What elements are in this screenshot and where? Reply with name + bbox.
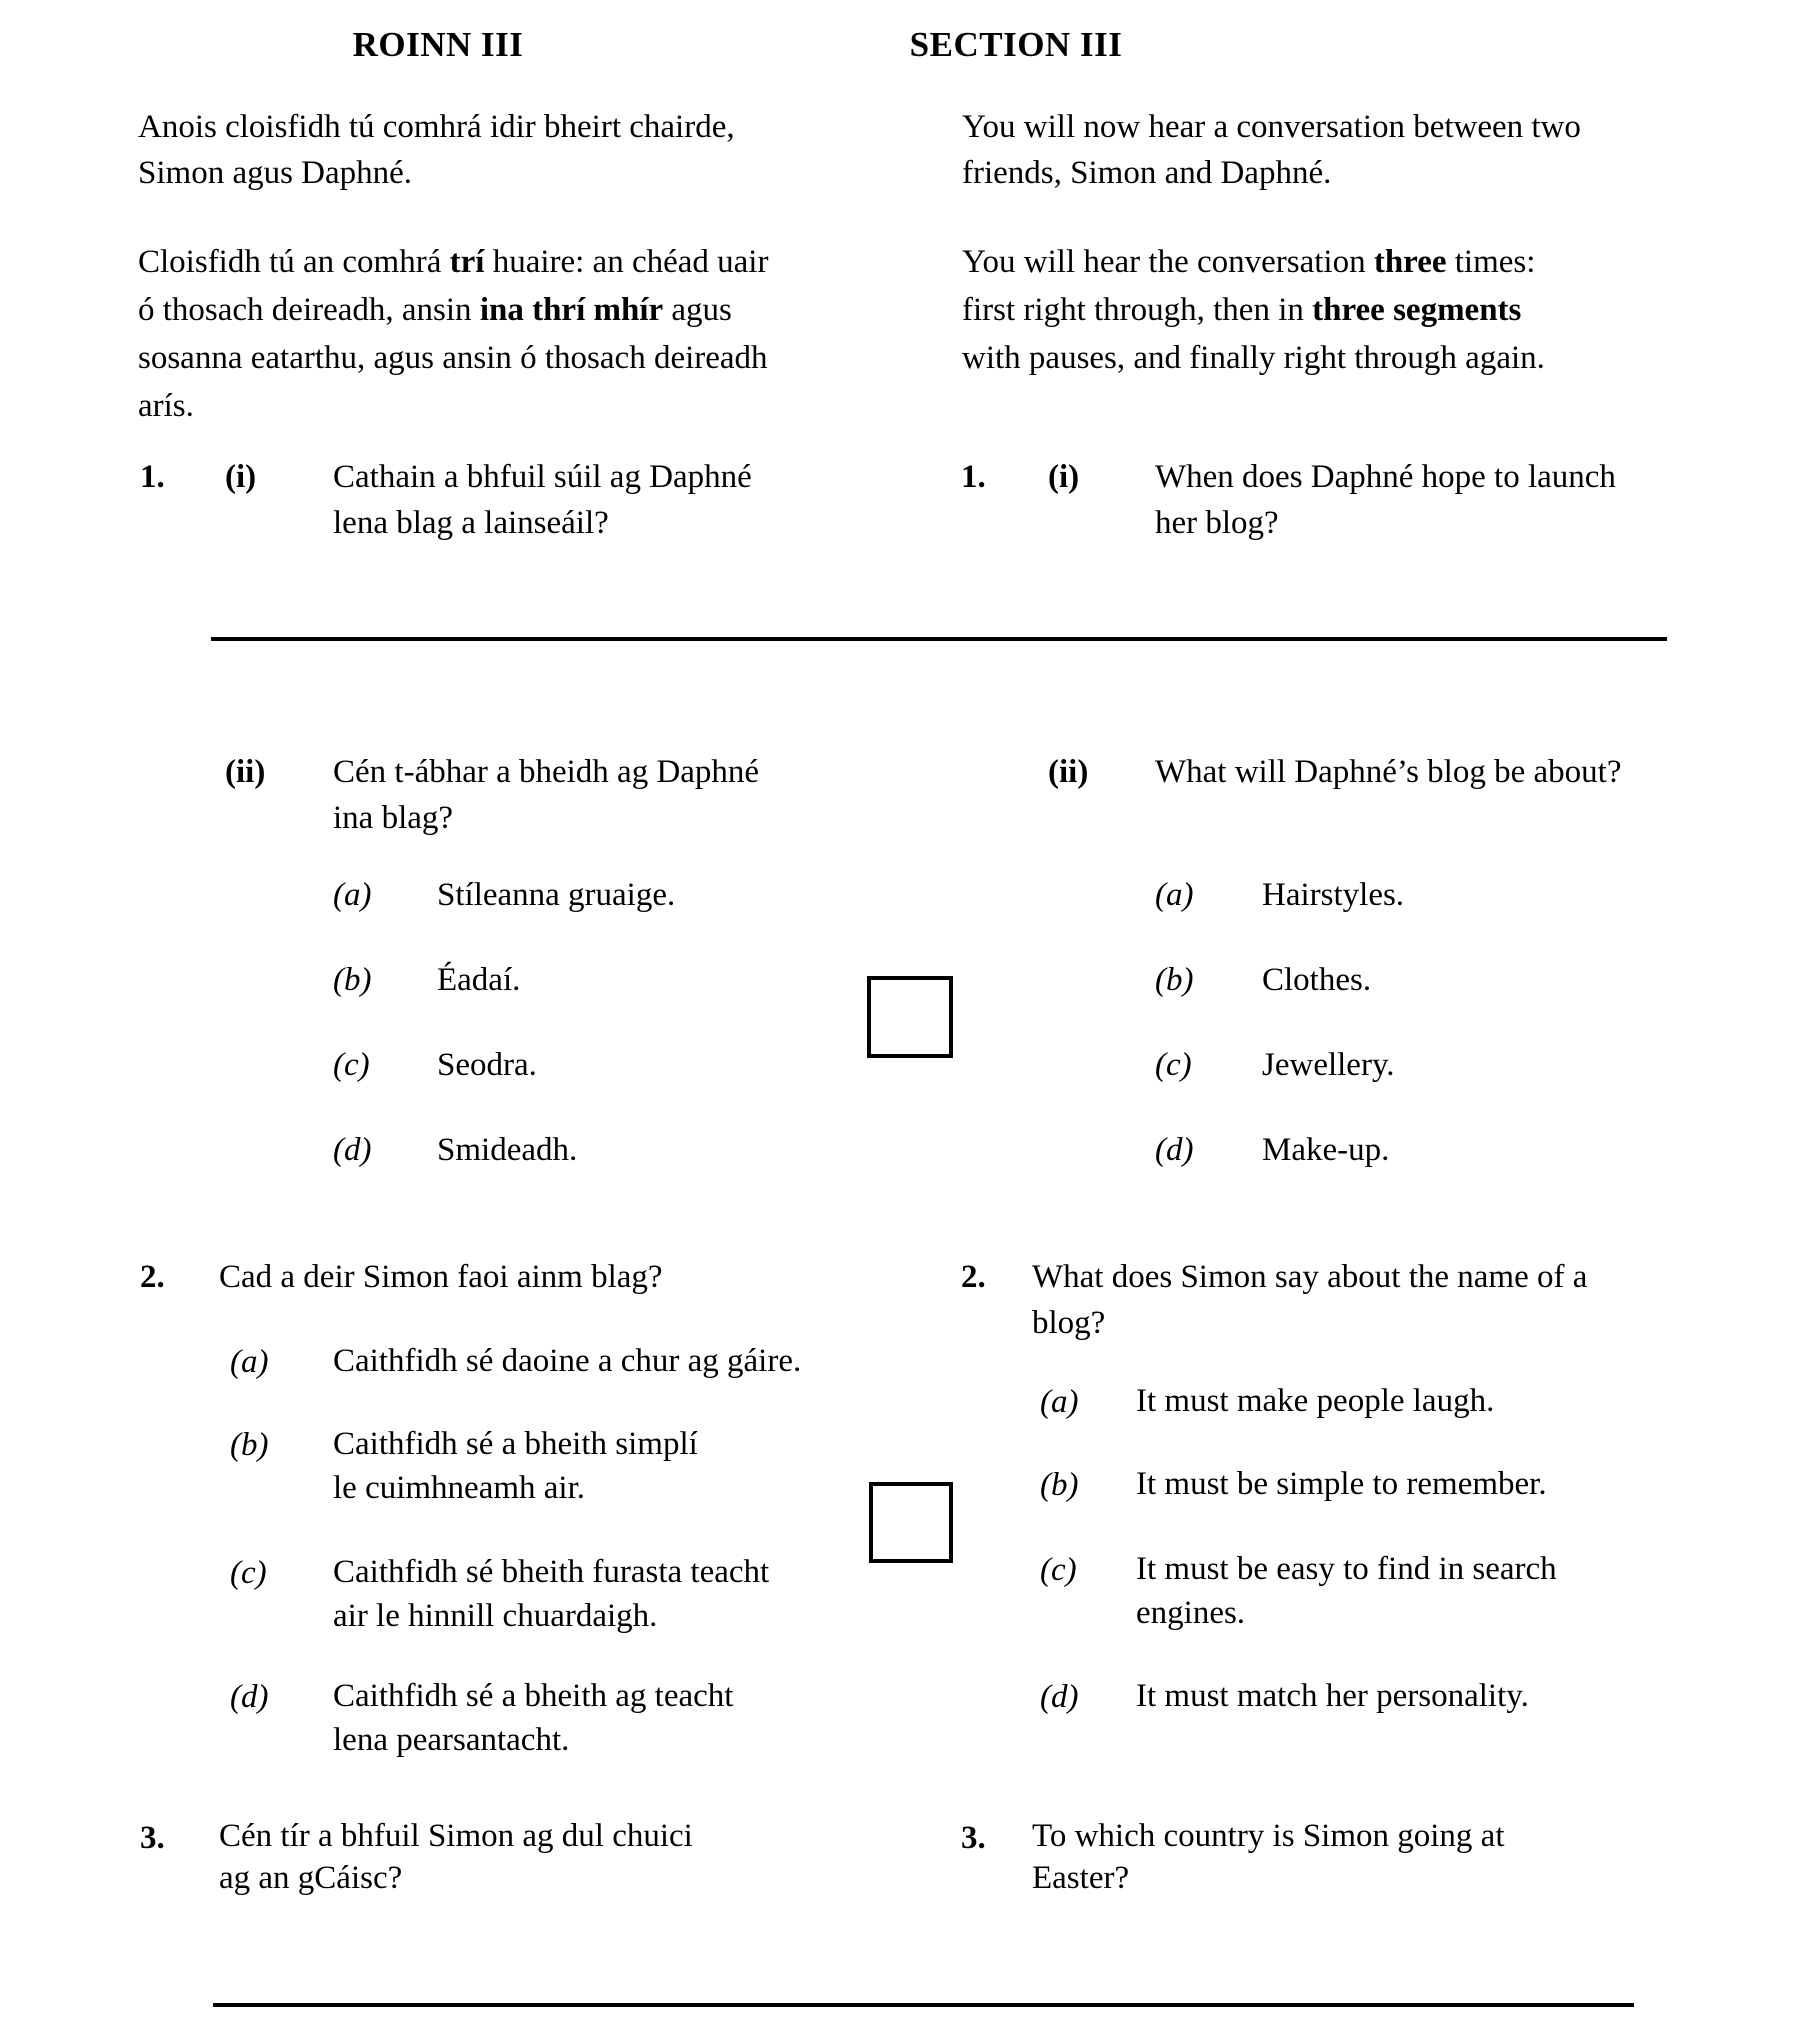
qii-left-option-b-text: Éadaí. (437, 962, 521, 998)
text-line: To which country is Simon going at (1032, 1818, 1505, 1854)
q2-left-option-a-letter: (a) (230, 1344, 269, 1380)
qii-right-option-d-letter: (d) (1155, 1132, 1194, 1168)
text-line: ina blag? (333, 800, 454, 836)
text-line (962, 334, 1545, 382)
text-segment: agus (663, 292, 732, 328)
qii-right-option-b-text: Clothes. (1262, 962, 1372, 998)
text-line: her blog? (1155, 505, 1279, 541)
right-column-header: SECTION III (909, 25, 1123, 64)
text-line (138, 238, 768, 286)
text-segment-bold: ina thrí mhír (479, 292, 664, 328)
qii-left-text (333, 749, 759, 841)
qii-left-option-b-letter: (b) (333, 962, 372, 998)
text-line: lena blag a lainseáil? (333, 505, 609, 541)
text-line: What will Daphné’s blog be about? (1155, 754, 1622, 790)
text-segment-bold: three segments (1312, 292, 1522, 328)
q2-right-option-b-letter: (b) (1040, 1467, 1079, 1503)
q3-right-text (1032, 1815, 1505, 1899)
text-segment-bold: trí (449, 244, 485, 280)
text-line: blog? (1032, 1305, 1106, 1341)
qii-left-option-c-text: Seodra. (437, 1047, 537, 1083)
text-line: Caithfidh sé a bheith ag teacht (333, 1678, 734, 1714)
text-line (962, 286, 1545, 334)
answer-checkbox-qii[interactable] (867, 976, 953, 1058)
text-line: Cathain a bhfuil súil ag Daphné (333, 459, 752, 495)
q2-right-text (1032, 1254, 1587, 1346)
text-line: Anois cloisfidh tú comhrá idir bheirt chairde, (138, 109, 735, 145)
q2-left-option-c-letter: (c) (230, 1555, 267, 1591)
text-segment: You will hear the conversation (962, 244, 1374, 280)
text-line: It must be simple to remember. (1136, 1466, 1547, 1502)
qii-right-option-c-letter: (c) (1155, 1047, 1192, 1083)
q1-left-text (333, 454, 752, 546)
q2-left-option-b-text (333, 1422, 698, 1510)
text-line: When does Daphné hope to launch (1155, 459, 1616, 495)
q2-right-option-c-text (1136, 1547, 1557, 1635)
q2-left-option-b-letter: (b) (230, 1427, 269, 1463)
qii-right-option-b-letter: (b) (1155, 962, 1194, 998)
text-line: Cén t-ábhar a bheidh ag Daphné (333, 754, 760, 790)
q1-left-roman-i: (i) (225, 459, 257, 495)
text-line: It must be easy to find in search (1136, 1551, 1557, 1587)
q3-right-number: 3. (961, 1820, 986, 1856)
left-column-header: ROINN III (352, 25, 524, 64)
qii-left-option-d-text: Smideadh. (437, 1132, 578, 1168)
q2-left-number: 2. (140, 1259, 165, 1295)
q2-right-option-a-text (1136, 1379, 1494, 1423)
q2-left-text (219, 1254, 663, 1300)
text-segment: Cloisfidh tú an comhrá (138, 244, 450, 280)
left-intro-paragraph-2 (138, 238, 768, 430)
q1-right-roman-i: (i) (1048, 459, 1080, 495)
text-line: Caithfidh sé bheith furasta teacht (333, 1554, 770, 1590)
text-line: Simon agus Daphné. (138, 155, 413, 191)
qii-left-option-c-letter: (c) (333, 1047, 370, 1083)
q1-left-number: 1. (140, 459, 165, 495)
text-line: You will now hear a conversation between two (962, 109, 1581, 145)
right-intro-paragraph-2 (962, 238, 1545, 382)
text-line: air le hinnill chuardaigh. (333, 1598, 658, 1634)
text-line: engines. (1136, 1595, 1246, 1631)
answer-checkbox-q2[interactable] (869, 1482, 953, 1563)
text-line (138, 334, 768, 382)
q2-right-option-d-letter: (d) (1040, 1679, 1079, 1715)
text-segment: huaire: an chéad uair (484, 244, 769, 280)
text-segment: ó thosach deireadh, ansin (138, 292, 480, 328)
qii-left-roman: (ii) (225, 754, 266, 790)
text-line: Caithfidh sé a bheith simplí (333, 1426, 698, 1462)
qii-right-option-c-text: Jewellery. (1262, 1047, 1395, 1083)
text-line: It must make people laugh. (1136, 1383, 1495, 1419)
text-line: Caithfidh sé daoine a chur ag gáire. (333, 1343, 802, 1379)
qii-right-option-a-text: Hairstyles. (1262, 877, 1405, 913)
q2-right-option-a-letter: (a) (1040, 1384, 1079, 1420)
text-line (138, 286, 768, 334)
q2-left-option-a-text (333, 1339, 801, 1383)
text-line: le cuimhneamh air. (333, 1470, 585, 1506)
text-segment-bold: three (1373, 244, 1447, 280)
text-line (962, 238, 1545, 286)
text-segment: times: (1446, 244, 1536, 280)
text-segment: sosanna eatarthu, agus ansin ó thosach deireadh (138, 340, 768, 376)
text-segment: with pauses, and finally right through again. (962, 340, 1545, 376)
text-line: lena pearsantacht. (333, 1722, 570, 1758)
text-line: friends, Simon and Daphné. (962, 155, 1332, 191)
text-line: What does Simon say about the name of a (1032, 1259, 1588, 1295)
text-segment: arís. (138, 388, 194, 424)
q1-right-text (1155, 454, 1616, 546)
text-line: Cad a deir Simon faoi ainm blag? (219, 1259, 663, 1295)
qii-left-option-a-text: Stíleanna gruaige. (437, 877, 676, 913)
q2-right-option-d-text (1136, 1674, 1529, 1718)
text-line (138, 382, 768, 430)
q2-right-option-c-letter: (c) (1040, 1552, 1077, 1588)
text-line: It must match her personality. (1136, 1678, 1529, 1714)
qii-right-option-d-text: Make-up. (1262, 1132, 1390, 1168)
q2-left-option-d-letter: (d) (230, 1679, 269, 1715)
qii-right-text (1155, 749, 1621, 795)
q3-left-text (219, 1815, 693, 1899)
q1-right-number: 1. (961, 459, 986, 495)
text-line: Cén tír a bhfuil Simon ag dul chuici (219, 1818, 693, 1854)
qii-left-option-d-letter: (d) (333, 1132, 372, 1168)
left-intro-paragraph-1 (138, 104, 735, 196)
q2-left-option-c-text (333, 1550, 769, 1638)
answer-line-q1i[interactable] (211, 637, 1667, 641)
q3-left-number: 3. (140, 1820, 165, 1856)
qii-right-option-a-letter: (a) (1155, 877, 1194, 913)
q2-left-option-d-text (333, 1674, 733, 1762)
text-line: Easter? (1032, 1860, 1130, 1896)
right-intro-paragraph-1 (962, 104, 1581, 196)
q2-right-number: 2. (961, 1259, 986, 1295)
q2-right-option-b-text (1136, 1462, 1547, 1506)
text-segment: first right through, then in (962, 292, 1313, 328)
text-line: ag an gCáisc? (219, 1860, 403, 1896)
qii-left-option-a-letter: (a) (333, 877, 372, 913)
qii-right-roman: (ii) (1048, 754, 1089, 790)
answer-line-q3[interactable] (213, 2003, 1634, 2007)
